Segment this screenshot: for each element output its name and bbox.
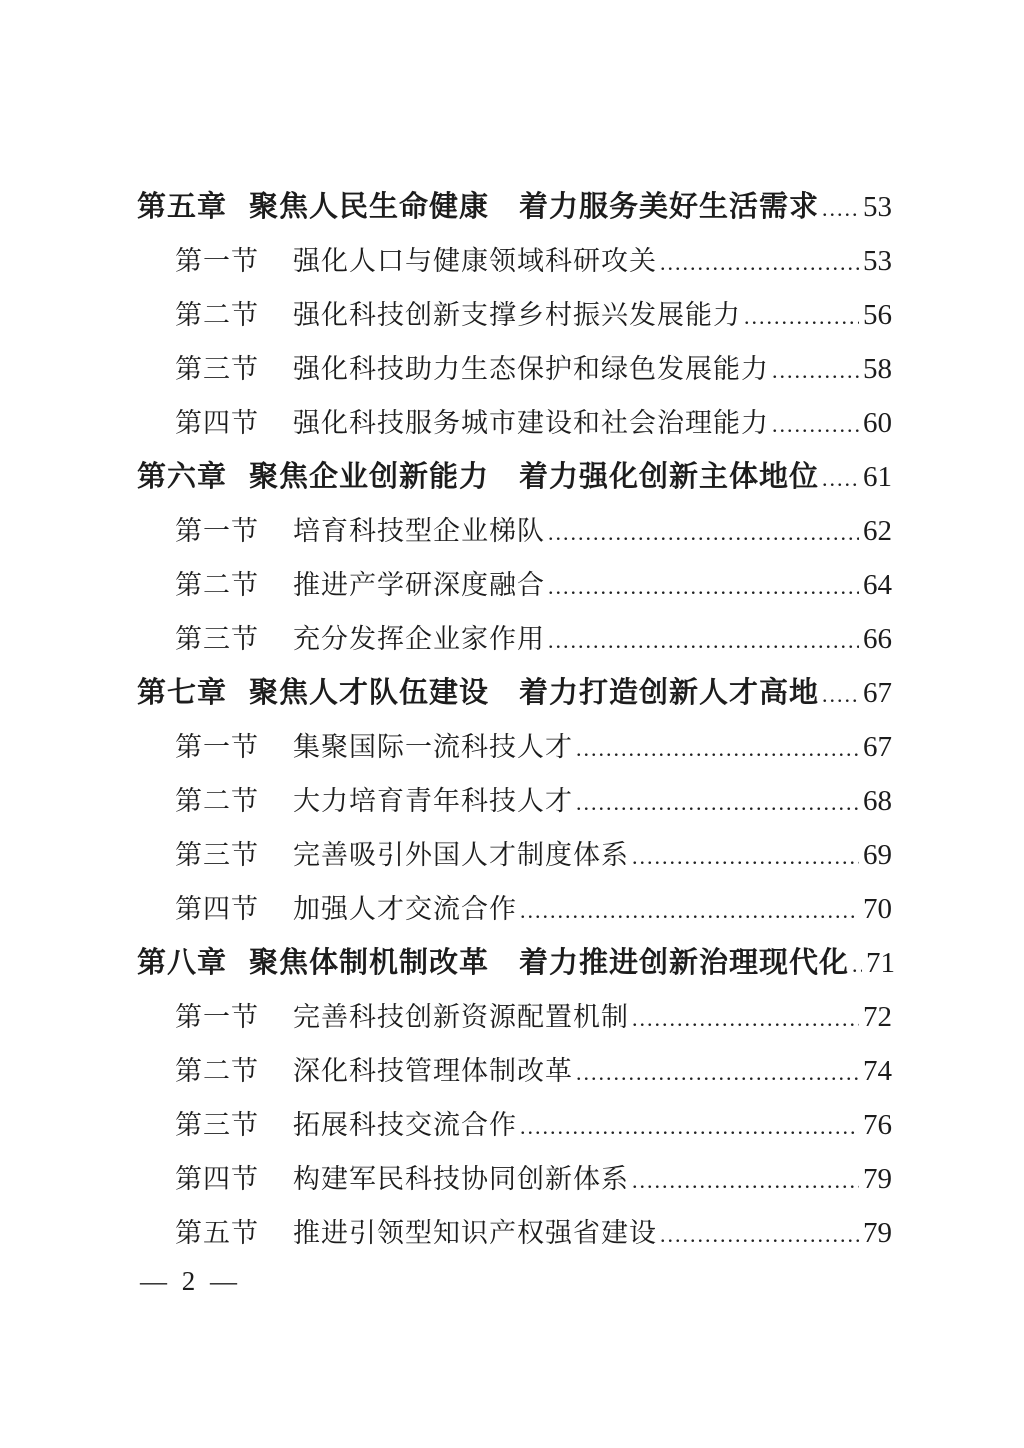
toc-entry-page: 79 [863, 1217, 892, 1249]
toc-entry-title: 培育科技型企业梯队 [293, 516, 545, 546]
toc-entry-title: 推进引领型知识产权强省建设 [293, 1218, 657, 1248]
toc-entry-page: 67 [863, 677, 892, 709]
toc-entry-title: 完善科技创新资源配置机制 [293, 1002, 629, 1032]
toc-entry-section[interactable] [137, 504, 892, 558]
toc-entry-chapter[interactable] [137, 180, 892, 234]
toc-entry-page: 64 [863, 569, 892, 601]
dot-leader [660, 234, 859, 290]
toc-entry-label: 第一节 [175, 516, 259, 546]
toc-entry-label: 第二节 [175, 786, 259, 816]
toc-entry-title: 深化科技管理体制改革 [293, 1056, 573, 1086]
toc-list [137, 180, 896, 1260]
toc-entry-label: 第五节 [175, 1218, 259, 1248]
footer-page-number: — 2 — [140, 1266, 241, 1296]
toc-entry-title: 强化科技助力生态保护和绿色发展能力 [293, 354, 769, 384]
toc-entry-title: 拓展科技交流合作 [293, 1110, 517, 1140]
toc-entry-page: 74 [863, 1055, 892, 1087]
dot-leader [772, 396, 859, 452]
toc-entry-label: 第三节 [175, 1110, 259, 1140]
toc-entry-title: 聚焦人民生命健康 着力服务美好生活需求 [249, 191, 820, 223]
toc-entry-title: 强化科技服务城市建设和社会治理能力 [293, 408, 769, 438]
toc-entry-label: 第四节 [175, 894, 259, 924]
toc-entry-chapter[interactable] [137, 450, 892, 504]
toc-entry-title: 强化科技创新支撑乡村振兴发展能力 [293, 300, 741, 330]
toc-entry-page: 79 [863, 1163, 892, 1195]
toc-entry-label: 第二节 [175, 570, 259, 600]
toc-entry-label: 第二节 [175, 1056, 259, 1086]
toc-entry-page: 72 [863, 1001, 892, 1033]
toc-entry-title: 充分发挥企业家作用 [293, 624, 545, 654]
toc-entry-label: 第一节 [175, 732, 259, 762]
toc-entry-page: 56 [863, 299, 892, 331]
toc-entry-chapter[interactable] [137, 666, 892, 720]
dot-leader [548, 558, 859, 614]
toc-entry-section[interactable] [137, 1044, 892, 1098]
toc-entry-page: 67 [863, 731, 892, 763]
toc-entry-page: 61 [863, 461, 892, 493]
dot-leader [576, 1044, 859, 1100]
toc-entry-label: 第三节 [175, 624, 259, 654]
toc-entry-section[interactable] [137, 1098, 892, 1152]
toc-entry-page: 66 [863, 623, 892, 655]
toc-entry-section[interactable] [137, 882, 892, 936]
toc-entry-page: 76 [863, 1109, 892, 1141]
toc-entry-title: 聚焦人才队伍建设 着力打造创新人才高地 [249, 677, 820, 709]
toc-entry-label: 第五章 [137, 191, 228, 223]
toc-entry-page: 69 [863, 839, 892, 871]
toc-entry-title: 加强人才交流合作 [293, 894, 517, 924]
toc-entry-section[interactable] [137, 342, 892, 396]
toc-entry-label: 第四节 [175, 408, 259, 438]
toc-entry-label: 第六章 [137, 461, 228, 493]
toc-entry-section[interactable] [137, 1206, 892, 1260]
toc-entry-page: 68 [863, 785, 892, 817]
toc-entry-section[interactable] [137, 234, 892, 288]
toc-entry-label: 第三节 [175, 354, 259, 384]
toc-entry-page: 53 [863, 191, 892, 223]
toc-entry-label: 第三节 [175, 840, 259, 870]
dot-leader [660, 1206, 859, 1262]
toc-entry-label: 第七章 [137, 677, 228, 709]
toc-entry-section[interactable] [137, 612, 892, 666]
toc-entry-title: 大力培育青年科技人才 [293, 786, 573, 816]
toc-entry-title: 聚焦企业创新能力 着力强化创新主体地位 [249, 461, 820, 493]
dot-leader [744, 288, 859, 344]
toc-entry-section[interactable] [137, 774, 892, 828]
dot-leader [632, 990, 859, 1046]
dot-leader [632, 1152, 859, 1208]
toc-entry-title: 构建军民科技协同创新体系 [293, 1164, 629, 1194]
toc-entry-title: 推进产学研深度融合 [293, 570, 545, 600]
toc-entry-label: 第八章 [137, 947, 228, 979]
dot-leader [772, 342, 859, 398]
toc-entry-title: 强化人口与健康领域科研攻关 [293, 246, 657, 276]
toc-entry-section[interactable] [137, 720, 892, 774]
toc-entry-section[interactable] [137, 828, 892, 882]
dot-leader [548, 504, 859, 560]
toc-entry-section[interactable] [137, 990, 892, 1044]
toc-entry-page: 62 [863, 515, 892, 547]
toc-entry-section[interactable] [137, 1152, 892, 1206]
dot-leader [520, 882, 859, 938]
toc-entry-label: 第一节 [175, 1002, 259, 1032]
toc-entry-label: 第四节 [175, 1164, 259, 1194]
dot-leader [822, 450, 859, 506]
toc-entry-page: 60 [863, 407, 892, 439]
toc-entry-title: 集聚国际一流科技人才 [293, 732, 573, 762]
toc-entry-title: 完善吸引外国人才制度体系 [293, 840, 629, 870]
dot-leader [520, 1098, 859, 1154]
toc-entry-label: 第一节 [175, 246, 259, 276]
toc-entry-section[interactable] [137, 558, 892, 612]
dot-leader [576, 774, 859, 830]
toc-entry-section[interactable] [137, 288, 892, 342]
toc-entry-page: 58 [863, 353, 892, 385]
toc-entry-page: 70 [863, 893, 892, 925]
dot-leader [822, 180, 859, 236]
dot-leader [822, 666, 859, 722]
toc-entry-page: 71 [866, 947, 896, 979]
dot-leader [576, 720, 859, 776]
toc-entry-chapter[interactable] [137, 936, 896, 990]
dot-leader [632, 828, 859, 884]
dot-leader [852, 936, 862, 992]
toc-entry-title: 聚焦体制机制改革 着力推进创新治理现代化 [249, 947, 850, 979]
toc-entry-section[interactable] [137, 396, 892, 450]
toc-entry-label: 第二节 [175, 300, 259, 330]
dot-leader [548, 612, 859, 668]
toc-entry-page: 53 [863, 245, 892, 277]
